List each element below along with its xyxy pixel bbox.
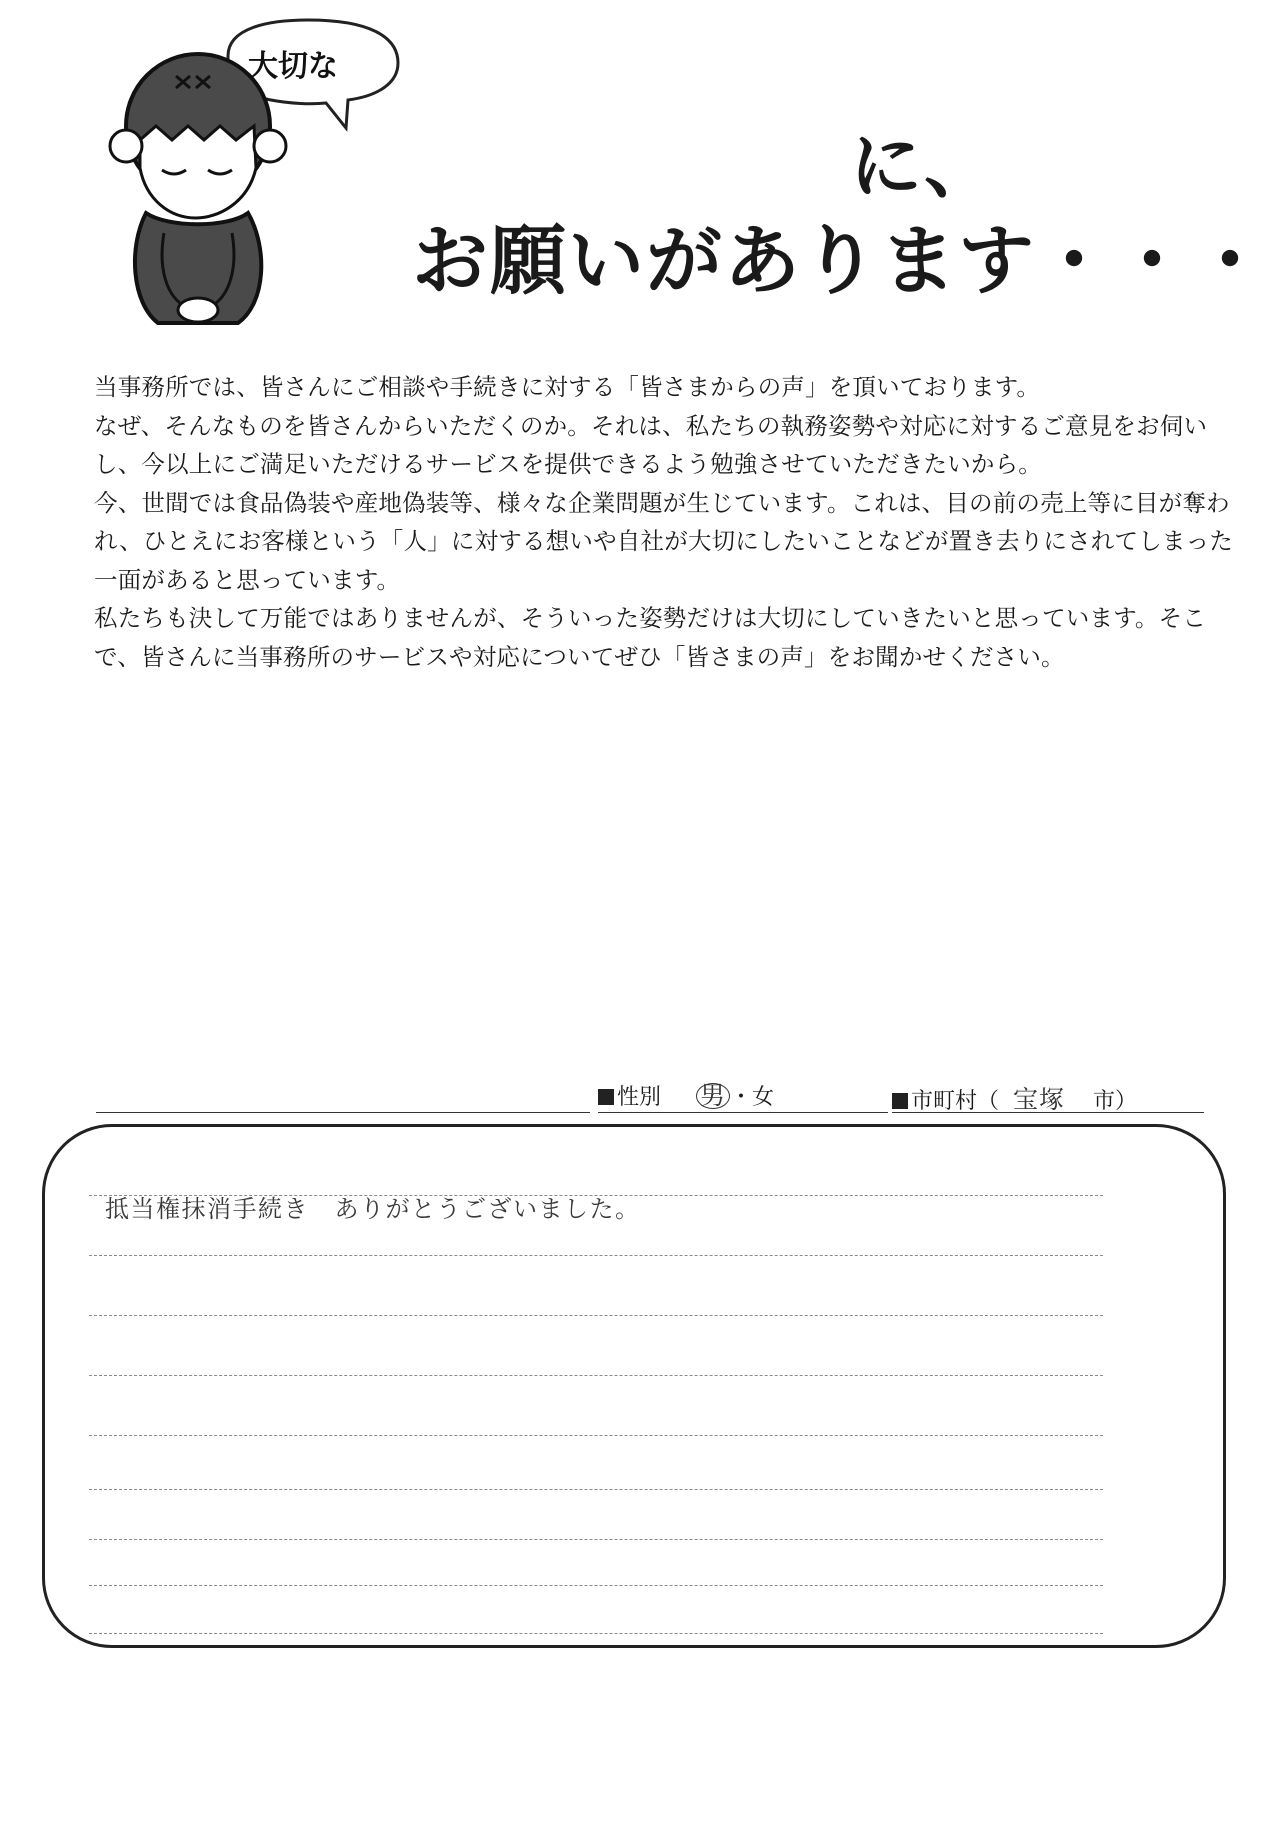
comment-rule xyxy=(89,1255,1103,1256)
city-label: 市町村 xyxy=(911,1089,978,1114)
gender-separator: ・ xyxy=(730,1085,753,1110)
gender-field xyxy=(598,1080,888,1113)
handwritten-comment: 抵当権抹消手続き ありがとうございました。 xyxy=(105,1195,641,1223)
comment-rule xyxy=(89,1489,1103,1490)
folded-hands-icon xyxy=(178,298,218,322)
comment-rule xyxy=(89,1435,1103,1436)
square-bullet-icon xyxy=(598,1089,614,1105)
intro-paragraph-1: 当事務所では、皆さんにご相談や手続きに対する「皆さまからの声」を頂いております。 xyxy=(94,373,1041,401)
square-bullet-icon xyxy=(892,1093,908,1109)
intro-text xyxy=(66,368,1236,676)
speech-bubble-text: 大切な xyxy=(248,49,338,84)
comment-rule xyxy=(89,1585,1103,1586)
comment-box xyxy=(42,1124,1226,1648)
intro-paragraph-3: 今、世間では食品偽装や産地偽装等、様々な企業問題が生じています。これは、目の前の売上等に目が奪われ、ひとえにお客様という「人」に対する想いや自社が大切にしたいことなどが置き去りにされてしまった一面があると思っています。 xyxy=(94,488,1234,594)
name-field xyxy=(96,1080,590,1113)
mascot-face xyxy=(140,126,256,218)
comment-rule xyxy=(89,1633,1103,1634)
page-title-line1: に、 xyxy=(850,124,999,208)
page-title-line2: お願いがあります・・・ xyxy=(412,216,1270,305)
mascot-ear-left xyxy=(110,130,142,162)
bowing-mascot-illustration xyxy=(78,18,458,338)
city-open-paren: （ xyxy=(977,1089,1000,1114)
city-value: 宝塚 xyxy=(1013,1085,1066,1114)
comment-rule xyxy=(89,1375,1103,1376)
city-suffix: 市） xyxy=(1093,1089,1138,1114)
gender-male-circled: 男 xyxy=(696,1083,730,1109)
gender-female: 女 xyxy=(752,1085,775,1110)
mascot-ear-right xyxy=(254,130,286,162)
intro-paragraph-4: 私たちも決して万能ではありませんが、そういった姿勢だけは大切にしていきたいと思っています。そこで、皆さんに当事務所のサービスや対応についてぜひ「皆さまの声」をお聞かせください。 xyxy=(94,604,1207,671)
comment-rule xyxy=(89,1539,1103,1540)
gender-label: 性別 xyxy=(617,1085,662,1110)
intro-paragraph-2: なぜ、そんなものを皆さんからいただくのか。それは、私たちの執務姿勢や対応に対するご意見をお伺いし、今以上にご満足いただけるサービスを提供できるよう勉強させていただきたいから。 xyxy=(94,411,1208,478)
comment-rule xyxy=(89,1315,1103,1316)
city-field xyxy=(892,1080,1204,1113)
